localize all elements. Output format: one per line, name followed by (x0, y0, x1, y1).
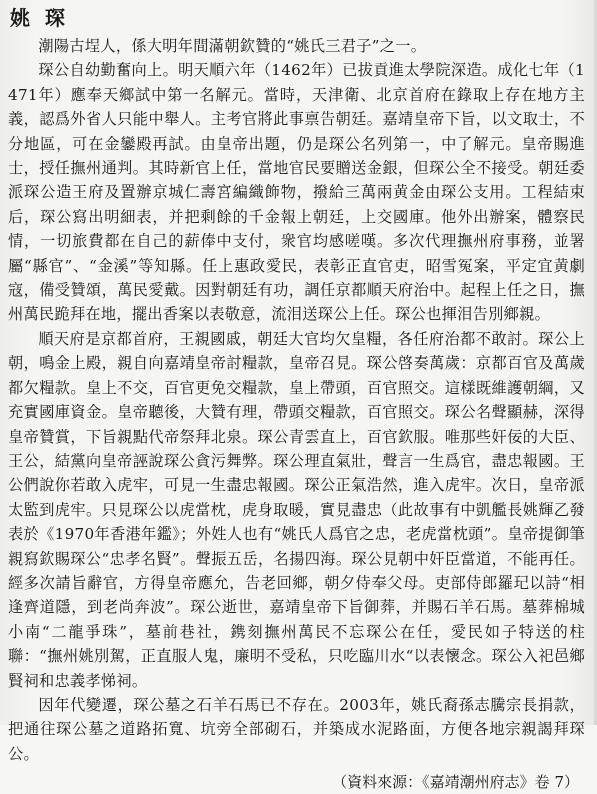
paragraph-career: 琛公自幼勤奮向上。明天順六年（1462年）已拔貢進太學院深造。成化七年（1471年）應奉天鄉試中第一名解元。當時，天津衛、北京首府在錄取上存在地方主義，認爲外省人只能中舉人。主考官將此事禀告朝廷。嘉靖皇帝下旨，以文取士，不分地區，可在金鑾殿再試。由皇帝出題，仍是琛公名列第一，中了解元。皇帝賜進士，授任撫州通判。其時新官上任，當地官民要贈送金銀，但琛公全不接受。朝廷委派琛公造王府及置辦京城仁壽宮編織飾物，撥給三萬兩黄金由琛公支用。工程結束后，琛公寫出明細表，并把剩餘的千金報上朝廷，上交國庫。他外出辦案，體察民情，一切旅費都在自己的薪俸中支付，衆官均感嗟嘆。多次代理撫州府事務，並署屬“縣官”、“金溪”等知縣。任上惠政愛民，表彰正直官吏，昭雪冤案，平定宜黄劇寇，備受贊頌，萬民愛戴。因對朝廷有功，調任京都順天府治中。起程上任之日，撫州萬民跪拜在地，擺出香案以表敬意，流泪送琛公上任。琛公也揮泪告別鄉親。 (8, 61, 585, 324)
paragraph-intro: 潮陽古埕人，係大明年間滿朝欽贊的“姚氏三君子”之一。 (38, 37, 427, 55)
article-title: 姚 琛 (10, 6, 69, 30)
paragraph-shuntian: 順天府是京都首府，王親國戚，朝廷大官均欠皇糧，各任府治都不敢討。琛公上朝，鳴金上殿，親自向嘉靖皇帝討糧款，皇帝召見。琛公啓奏萬歲：京都百官及萬歲都欠糧款。皇上不交，百官更免交糧款，皇上帶頭，百官照交。這樣既維護朝綱，又充實國庫資金。皇帝聽後，大贊有理，帶頭交糧款，百官照交。琛公名聲顯赫，深得皇帝贊賞，下旨親點代帝祭拜北泉。琛公青雲直上，百官欽服。唯那些奸佞的大臣、王公，結黨向皇帝誣說琛公貪污舞弊。琛公理直氣壯，聲言一生爲官，盡忠報國。王公們說你若敢入虎牢，可見一生盡忠報國。琛公正氣浩然，進入虎牢。次日，皇帝派太監到虎牢。只見琛公以虎當枕，虎身取暖，實見盡忠（此故事有中凱艦長姚輝乙發表於《1970年香港年鑑》；外姓人也有“姚氏人爲官之忠，老虎當枕頭”。皇帝提御筆親寫欽賜琛公“忠孝名賢”。聲振五岳，名揚四海。琛公見朝中奸臣當道，不能再任。經多次請旨辭官，方得皇帝應允，告老回鄉，朝夕侍奉父母。吏部侍郎羅玘以詩“相逢齊道隱，到老尚奔波”。琛公逝世，嘉靖皇帝下旨御葬，并賜石羊石馬。墓葬棉城小南“二龍爭珠”，墓前巷社，鎸刻撫州萬民不忘琛公在任，愛民如子特送的柱聯：“撫州姚別駕，正直服人鬼，廉明不受私，只吃臨川水“以表懷念。琛公入祀邑鄉賢祠和忠義孝悌祠。 (8, 329, 585, 690)
paragraph-tomb: 因年代變遷，琛公墓之石羊石馬已不存在。2003年，姚氏裔孫志騰宗長捐款，把通往琛公墓之道路拓寬、坑旁全部砌石，并築成水泥路面，方便各地宗親謁拜琛公。 (8, 695, 585, 763)
source-citation: （資料來源：《嘉靖潮州府志》卷 7） (332, 773, 579, 792)
